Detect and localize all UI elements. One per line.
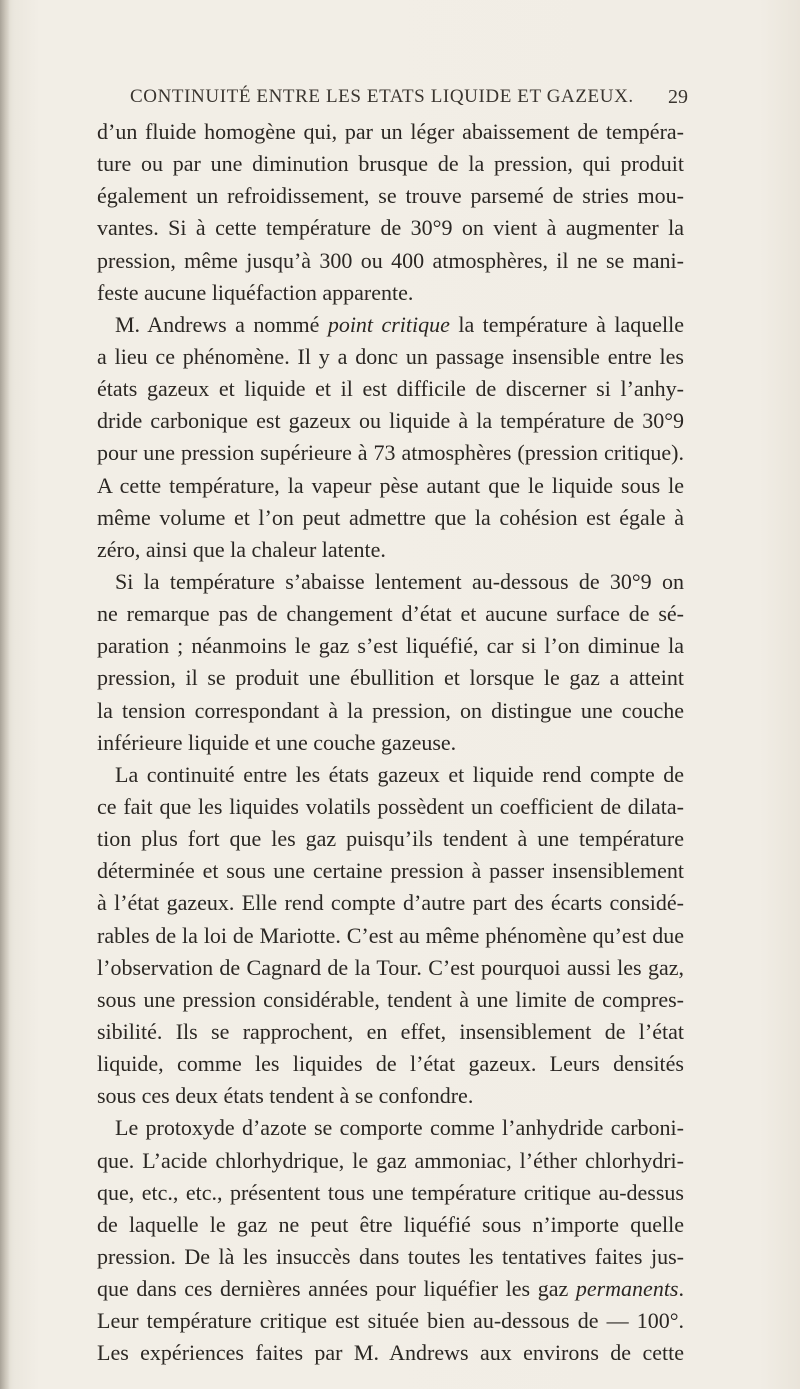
text-line: La continuité entre les états gazeux et liquide rend compte de bbox=[115, 761, 684, 787]
text-segment: que dans ces dernières années pour liquéfier les gaz bbox=[97, 1276, 576, 1302]
text-line: que. L’acide chlorhydrique, le gaz ammoniac, l’éther chlorhydri- bbox=[97, 1147, 684, 1173]
text-line: vantes. Si à cette température de 30°9 on vient à augmenter la bbox=[97, 215, 684, 241]
text-line: états gazeux et liquide et il est difficile de discerner si l’anhy- bbox=[97, 376, 684, 402]
text-line: également un refroidissement, se trouve parsemé de stries mou- bbox=[97, 183, 684, 209]
text-line bbox=[97, 1273, 684, 1305]
text-line: sous une pression considérable, tendent à une limite de compres- bbox=[97, 986, 684, 1012]
running-header: CONTINUITÉ ENTRE LES ETATS LIQUIDE ET GAZEUX. bbox=[130, 86, 634, 107]
text-line: de laquelle le gaz ne peut être liquéfié sous n’importe quelle bbox=[97, 1211, 684, 1237]
page-number: 29 bbox=[668, 86, 688, 108]
text-line: la tension correspondant à la pression, on distingue une couche bbox=[97, 697, 684, 723]
text-line: ce fait que les liquides volatils possèdent un coefficient de dilata- bbox=[97, 793, 684, 819]
text-line: Le protoxyde d’azote se comporte comme l’anhydride carboni- bbox=[115, 1115, 684, 1141]
text-line: ne remarque pas de changement d’état et aucune surface de sé- bbox=[97, 601, 684, 627]
emphasis-term: point critique bbox=[327, 311, 450, 337]
text-line: zéro, ainsi que la chaleur latente. bbox=[97, 536, 386, 562]
text-line: pour une pression supérieure à 73 atmosphères (pression critique). bbox=[97, 440, 684, 466]
text-line: que, etc., etc., présentent tous une température critique au-dessus bbox=[97, 1179, 684, 1205]
text-line: Les expériences faites par M. Andrews aux environs de cette bbox=[97, 1340, 684, 1366]
text-line: Leur température critique est située bien au-dessous de — 100°. bbox=[97, 1308, 684, 1334]
text-line: inférieure liquide et une couche gazeuse. bbox=[97, 729, 457, 755]
text-line: paration ; néanmoins le gaz s’est liquéfié, car si l’on diminue la bbox=[97, 633, 684, 659]
text-segment: la température à laquelle bbox=[449, 311, 685, 337]
text-line: rables de la loi de Mariotte. C’est au même phénomène qu’est due bbox=[97, 922, 684, 948]
text-line: même volume et l’on peut admettre que la cohésion est égale à bbox=[97, 504, 684, 530]
text-line: sous ces deux états tendent à se confondre. bbox=[97, 1083, 474, 1109]
text-line: Si la température s’abaisse lentement au-dessous de 30°9 on bbox=[115, 568, 684, 594]
binding-edge bbox=[0, 0, 10, 1389]
text-line: pression, il se produit une ébullition et lorsque le gaz a atteint bbox=[97, 665, 684, 691]
text-line: A cette température, la vapeur pèse autant que le liquide sous le bbox=[97, 472, 684, 498]
text-line: à l’état gazeux. Elle rend compte d’autre part des écarts considé- bbox=[97, 890, 684, 916]
text-line: l’observation de Cagnard de la Tour. C’est pourquoi aussi les gaz, bbox=[97, 954, 684, 980]
text-line: liquide, comme les liquides de l’état gazeux. Leurs densités bbox=[97, 1051, 684, 1077]
text-line: dride carbonique est gazeux ou liquide à la température de 30°9 bbox=[97, 408, 684, 434]
text-line: ture ou par une diminution brusque de la pression, qui produit bbox=[97, 151, 684, 177]
text-line: pression. De là les insuccès dans toutes les tentatives faites jus- bbox=[97, 1243, 684, 1269]
text-line: déterminée et sous une certaine pression à passer insensiblement bbox=[97, 858, 684, 884]
text-line: pression, même jusqu’à 300 ou 400 atmosphères, il ne se mani- bbox=[97, 247, 684, 273]
text-line: d’un fluide homogène qui, par un léger abaissement de tempéra- bbox=[97, 119, 684, 144]
text-segment: . bbox=[678, 1276, 684, 1302]
text-line: tion plus fort que les gaz puisqu’ils tendent à une température bbox=[97, 826, 684, 852]
text-line: sibilité. Ils se rapprochent, en effet, insensiblement de l’état bbox=[97, 1018, 684, 1044]
emphasis-term: permanents bbox=[575, 1276, 679, 1302]
text-line: feste aucune liquéfaction apparente. bbox=[97, 279, 414, 305]
body-text bbox=[97, 116, 684, 1369]
text-line bbox=[97, 309, 684, 341]
text-segment: M. Andrews a nommé bbox=[115, 311, 328, 337]
text-line: a lieu ce phénomène. Il y a donc un passage insensible entre les bbox=[97, 343, 684, 369]
